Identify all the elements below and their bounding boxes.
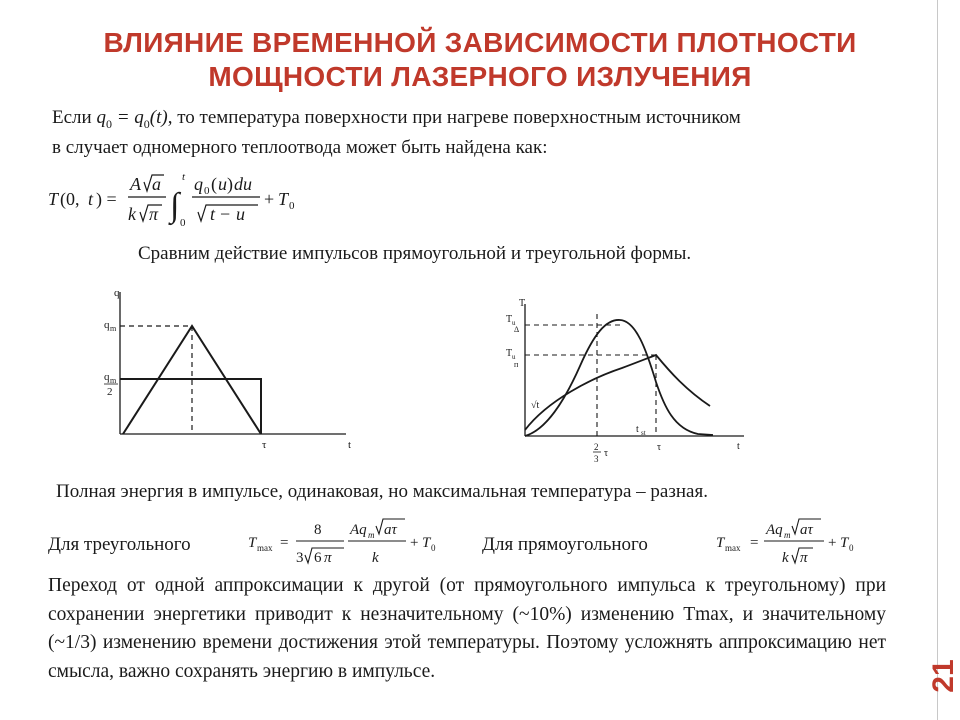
triangular-pulse-temperature xyxy=(525,320,713,436)
frac-denominator: 3 xyxy=(594,454,599,464)
svg-text:max: max xyxy=(725,543,741,553)
tst-subscript: st xyxy=(641,429,646,437)
svg-text:∫: ∫ xyxy=(170,187,180,224)
svg-text:π: π xyxy=(800,550,808,566)
compare-text: Сравним действие импульсов прямоугольной и треугольной формы. xyxy=(138,243,692,264)
svg-text:8: 8 xyxy=(314,522,322,538)
svg-text:=: = xyxy=(750,535,759,551)
tmax-rectangular-formula xyxy=(712,514,882,576)
half-denominator: 2 xyxy=(107,386,113,398)
t-rect-label: T xyxy=(506,348,513,359)
qm-subscript: m xyxy=(110,324,117,333)
svg-text:+: + xyxy=(264,189,275,209)
rectangular-pulse-temperature xyxy=(525,355,710,430)
q-axis-label: q xyxy=(114,287,120,299)
intro-line-1 xyxy=(52,104,932,138)
svg-text:T: T xyxy=(716,535,725,551)
svg-text:T: T xyxy=(248,535,257,551)
svg-text:t: t xyxy=(182,171,186,183)
t-axis-label: t xyxy=(348,439,352,451)
svg-text:) =: ) = xyxy=(96,189,117,209)
svg-text:aτ: aτ xyxy=(384,522,397,538)
svg-text:k: k xyxy=(128,204,136,224)
frac-numerator: 2 xyxy=(594,442,599,452)
svg-text:A: A xyxy=(130,174,141,194)
svg-text:a: a xyxy=(152,174,161,194)
svg-text:(: ( xyxy=(211,174,217,194)
t-rect-subscript-2: п xyxy=(514,360,519,369)
q0-equation: $q_0 = q_0(t)$ xyxy=(96,107,168,131)
svg-text:π: π xyxy=(324,550,332,566)
right-border-line xyxy=(937,0,938,720)
svg-text:u: u xyxy=(218,174,227,194)
page-number: 21 xyxy=(927,659,960,693)
tst-label: t xyxy=(636,424,639,435)
t-rect-subscript: u xyxy=(512,353,516,361)
qm-half-label: q xyxy=(104,371,110,383)
qm-label: q xyxy=(104,319,110,331)
intro-prefix: Если xyxy=(52,107,97,128)
svg-text:3: 3 xyxy=(296,550,304,566)
t-axis-label: t xyxy=(737,441,740,452)
sqrt-t-label: √t xyxy=(531,400,540,411)
svg-text:q: q xyxy=(194,174,203,194)
t-delta-subscript: u xyxy=(512,319,516,327)
svg-text:m: m xyxy=(784,530,791,540)
svg-text:Aq: Aq xyxy=(350,522,367,538)
svg-text:t: t xyxy=(210,204,216,224)
svg-text:t: t xyxy=(88,189,94,209)
T-axis-label: T xyxy=(519,298,526,309)
svg-text:π: π xyxy=(149,204,159,224)
svg-text:k: k xyxy=(782,550,789,566)
svg-text:T: T xyxy=(840,535,849,551)
rectangular-label: Для прямоугольного xyxy=(482,534,648,555)
intro-line-2: в случает одномерного теплоотвода может быть найдена как: xyxy=(52,137,548,158)
triangular-label: Для треугольного xyxy=(48,534,191,555)
title-line-2: МОЩНОСТИ ЛАЗЕРНОГО ИЗЛУЧЕНИЯ xyxy=(208,61,752,92)
svg-text:(0,: (0, xyxy=(60,189,80,209)
svg-text:u: u xyxy=(236,204,245,224)
svg-text:max: max xyxy=(257,543,273,553)
svg-text:0: 0 xyxy=(431,543,436,553)
svg-text:0: 0 xyxy=(180,217,186,229)
t-delta-subscript-2: Δ xyxy=(514,325,520,334)
intro-suffix: , то температура поверхности при нагреве поверхностным источником xyxy=(167,107,741,128)
tmax-triangular-formula xyxy=(244,514,454,576)
temperature-integral-formula xyxy=(44,164,324,236)
svg-text:0: 0 xyxy=(849,543,854,553)
tau-label: τ xyxy=(657,442,662,453)
tau-label: τ xyxy=(262,439,267,451)
svg-text:−: − xyxy=(220,204,231,224)
svg-text:aτ: aτ xyxy=(800,522,813,538)
svg-text:m: m xyxy=(368,530,375,540)
svg-text:T: T xyxy=(422,535,431,551)
qm-half-subscript: m xyxy=(110,376,117,385)
energy-text: Полная энергия в импульсе, одинаковая, но максимальная температура – разная. xyxy=(56,481,708,502)
svg-text:T: T xyxy=(278,189,289,209)
svg-text:du: du xyxy=(234,174,252,194)
svg-text:): ) xyxy=(227,174,233,194)
svg-text:Aq: Aq xyxy=(766,522,783,538)
pulse-shape-graph xyxy=(96,282,366,452)
conclusion-paragraph: Переход от одной аппроксимации к другой (от прямоугольного импульса к треугольному) при сохранении энергетики приводит к незначительному (~10%) изменению Tmax, и значительному (~1/3) изменению времени достижения этой температуры. Поэтому усложнять аппроксимацию нет смысла, важно сохранять энергию в импульсе. xyxy=(48,575,886,682)
title-line-1: ВЛИЯНИЕ ВРЕМЕННОЙ ЗАВИСИМОСТИ ПЛОТНОСТИ xyxy=(103,27,857,58)
svg-text:0: 0 xyxy=(289,200,295,212)
two-thirds-tau-label: τ xyxy=(604,448,609,459)
svg-text:6: 6 xyxy=(314,550,322,566)
t-delta-label: T xyxy=(506,314,513,325)
svg-text:0: 0 xyxy=(204,185,210,197)
svg-text:+: + xyxy=(410,535,419,551)
slide-title xyxy=(40,26,920,94)
svg-text:=: = xyxy=(280,535,289,551)
svg-text:T: T xyxy=(48,189,59,209)
svg-text:+: + xyxy=(828,535,837,551)
svg-text:k: k xyxy=(372,550,379,566)
temperature-response-graph xyxy=(498,294,758,472)
